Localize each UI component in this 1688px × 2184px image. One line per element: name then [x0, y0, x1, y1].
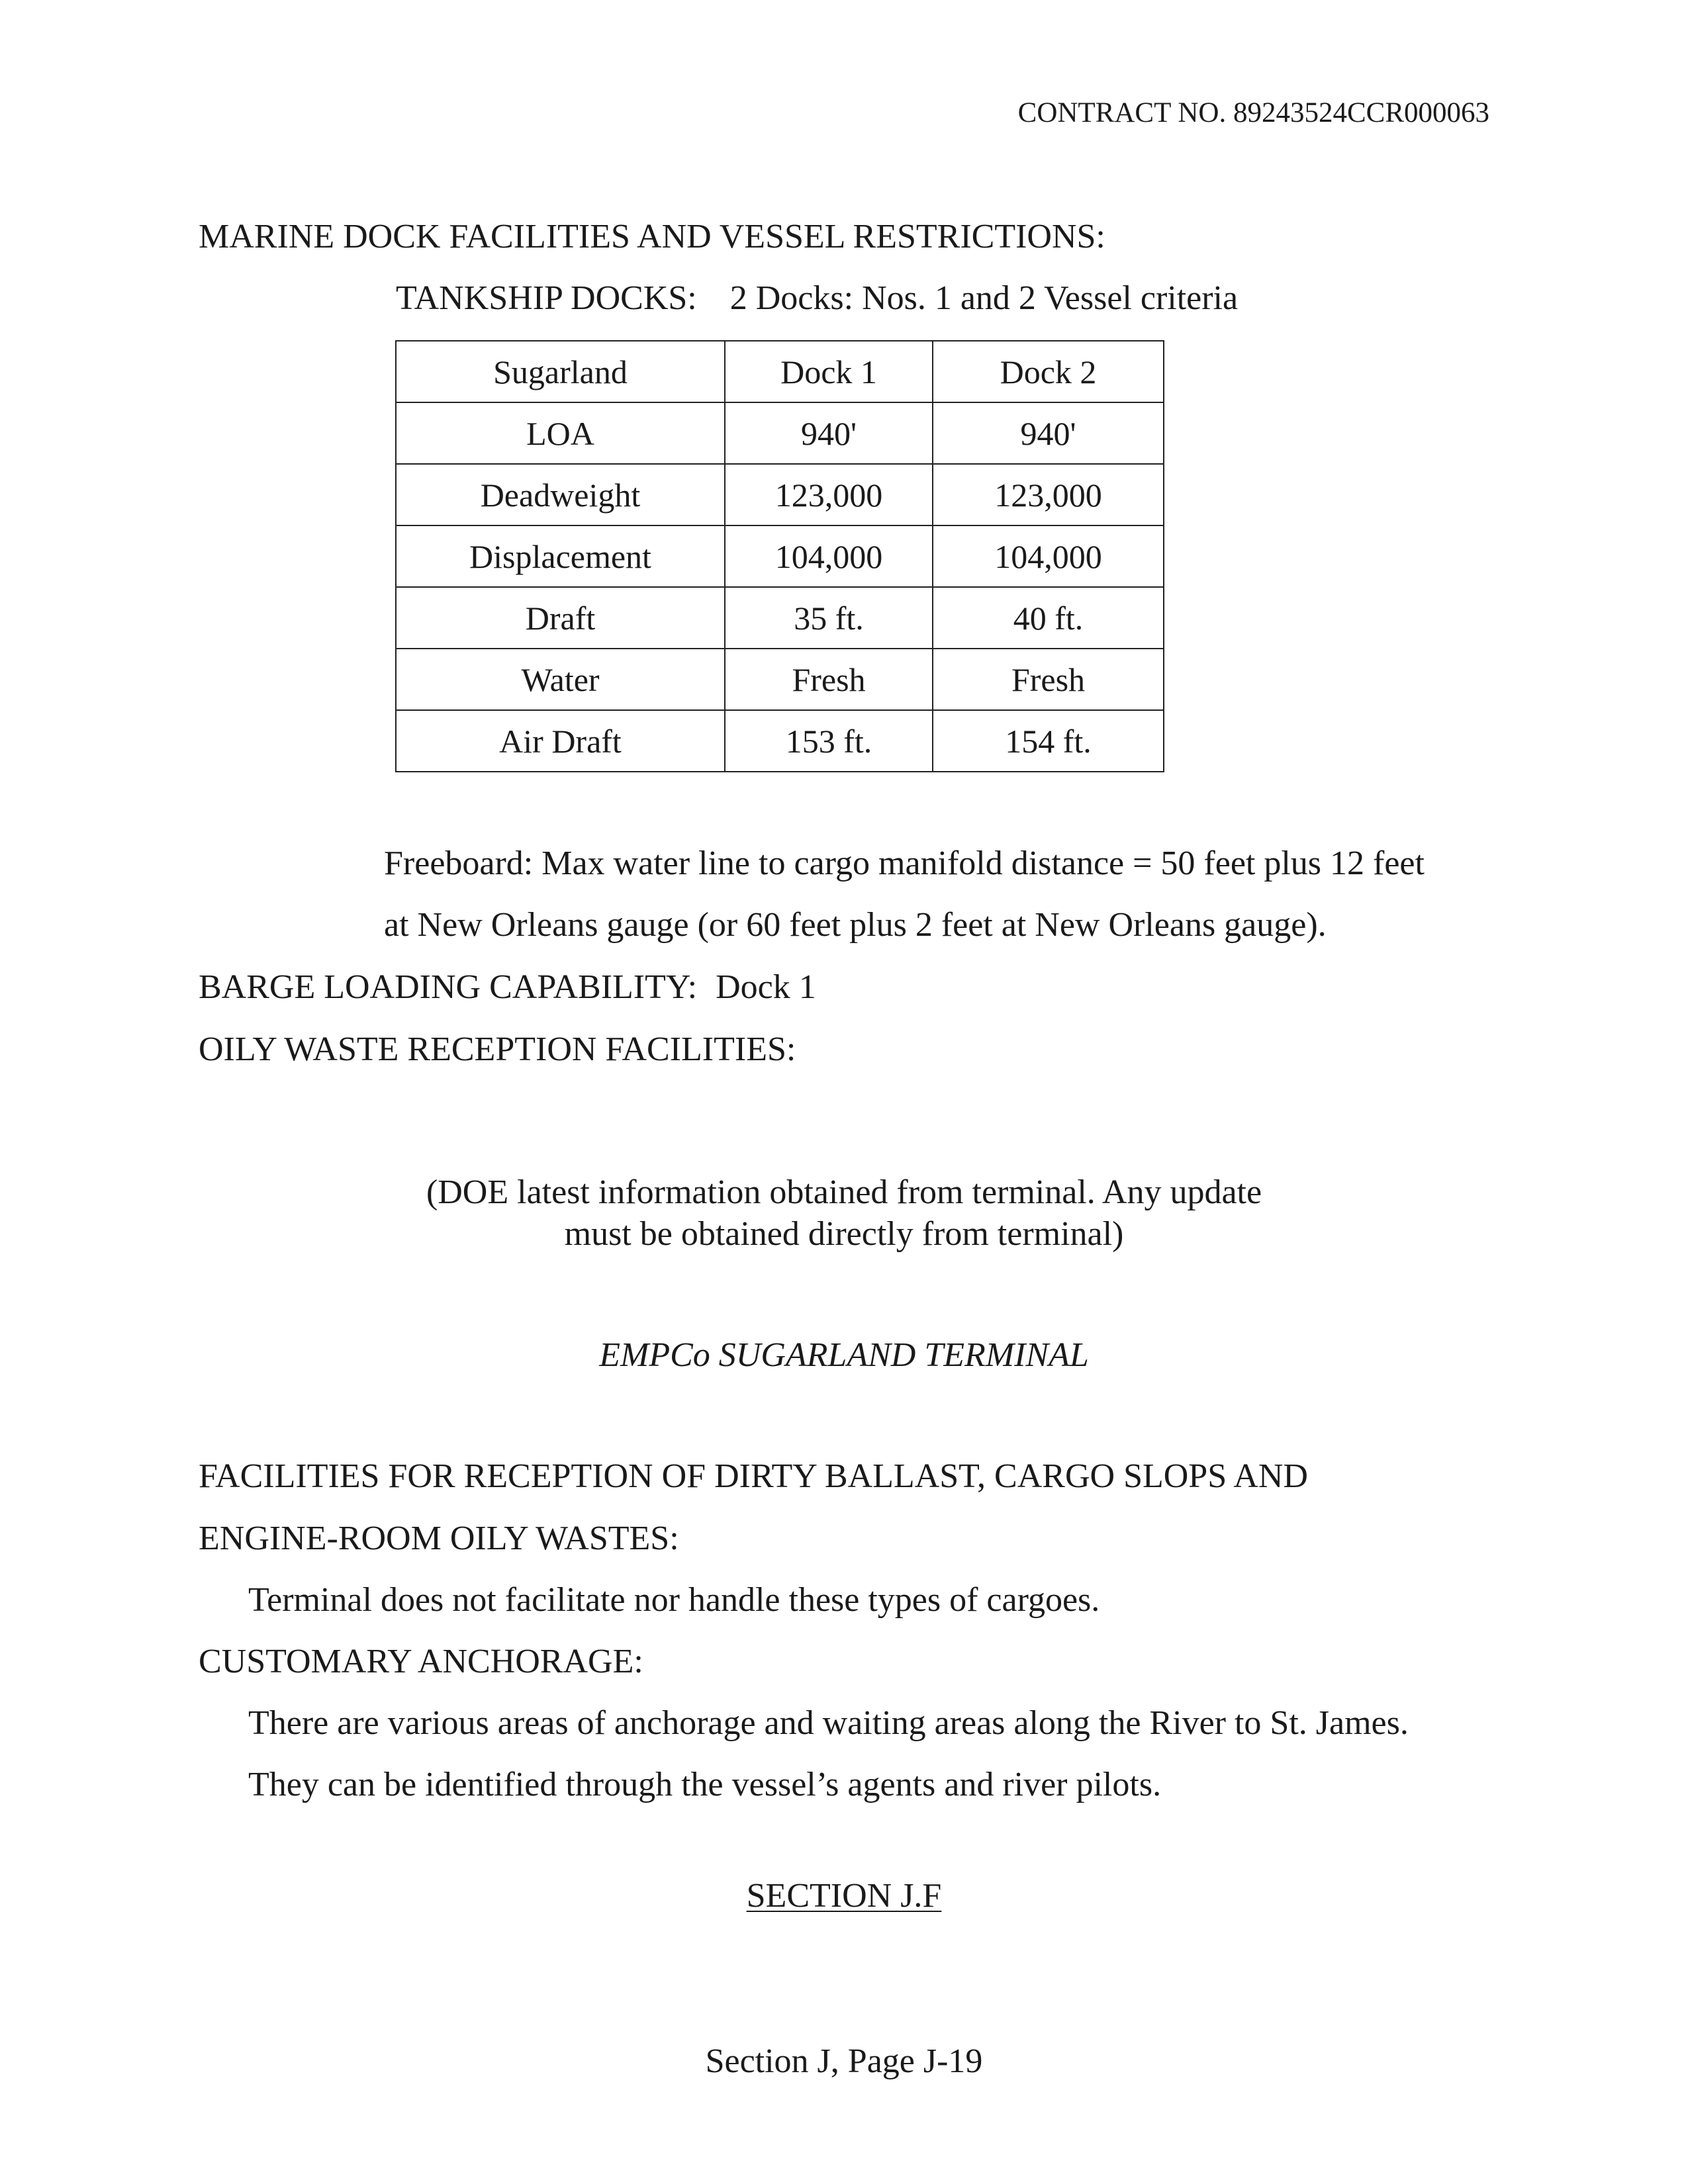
facilities-heading-line-1: FACILITIES FOR RECEPTION OF DIRTY BALLAST, CARGO SLOPS AND: [199, 1457, 1308, 1495]
doe-note-line-1: (DOE latest information obtained from terminal. Any update: [426, 1173, 1262, 1211]
table-cell: Draft: [396, 587, 725, 649]
contract-number: CONTRACT NO. 89243524CCR000063: [1017, 97, 1489, 128]
tankship-docks-line: [396, 279, 1238, 318]
table-cell: 123,000: [933, 464, 1164, 525]
section-title: [0, 1876, 1688, 1916]
page-footer: Section J, Page J-19: [705, 2042, 983, 2080]
table-row: [396, 525, 1164, 587]
table-header-cell: Sugarland: [396, 341, 725, 402]
table-header-cell: Dock 1: [725, 341, 933, 402]
table-row: [396, 402, 1164, 464]
table-cell: 104,000: [933, 525, 1164, 587]
tankship-docks-label: TANKSHIP DOCKS:: [396, 279, 697, 317]
table-row: [396, 587, 1164, 649]
barge-loading-label: BARGE LOADING CAPABILITY:: [199, 968, 698, 1006]
anchorage-text-line-2: They can be identified through the vessel’s agents and river pilots.: [248, 1766, 1162, 1803]
table-cell: 104,000: [725, 525, 933, 587]
table-cell: 153 ft.: [725, 710, 933, 772]
table-cell: Fresh: [933, 649, 1164, 710]
terminal-name: EMPCo SUGARLAND TERMINAL: [599, 1336, 1089, 1374]
freeboard-line-2: at New Orleans gauge (or 60 feet plus 2 feet at New Orleans gauge).: [384, 906, 1327, 944]
anchorage-heading: CUSTOMARY ANCHORAGE:: [199, 1643, 643, 1680]
table-row: [396, 710, 1164, 772]
table-header-cell: Dock 2: [933, 341, 1164, 402]
table-cell: Water: [396, 649, 725, 710]
table-cell: 940': [933, 402, 1164, 464]
facilities-text: Terminal does not facilitate nor handle these types of cargoes.: [248, 1581, 1100, 1619]
oily-waste-heading: OILY WASTE RECEPTION FACILITIES:: [199, 1030, 796, 1068]
anchorage-text-line-1: There are various areas of anchorage and waiting areas along the River to St. James.: [248, 1704, 1409, 1742]
table-cell: 154 ft.: [933, 710, 1164, 772]
doe-note-line-2: must be obtained directly from terminal): [564, 1215, 1124, 1253]
tankship-docks-value: 2 Docks: Nos. 1 and 2 Vessel criteria: [729, 279, 1239, 317]
table-cell: Air Draft: [396, 710, 725, 772]
table-cell: LOA: [396, 402, 725, 464]
freeboard-line-1: Freeboard: Max water line to cargo manifold distance = 50 feet plus 12 feet: [384, 844, 1425, 882]
table-cell: 40 ft.: [933, 587, 1164, 649]
barge-loading-line: [199, 968, 816, 1007]
table-row: [396, 649, 1164, 710]
table-cell: Fresh: [725, 649, 933, 710]
barge-loading-value: Dock 1: [716, 968, 816, 1006]
facilities-heading-line-2: ENGINE-ROOM OILY WASTES:: [199, 1520, 679, 1557]
section-title-text: SECTION J.F: [746, 1877, 942, 1915]
marine-dock-heading: MARINE DOCK FACILITIES AND VESSEL RESTRICTIONS:: [199, 218, 1105, 255]
table-cell: 35 ft.: [725, 587, 933, 649]
table-cell: 940': [725, 402, 933, 464]
vessel-criteria-table: [395, 340, 1164, 772]
table-cell: Deadweight: [396, 464, 725, 525]
table-header-row: [396, 341, 1164, 402]
table-row: [396, 464, 1164, 525]
table-cell: 123,000: [725, 464, 933, 525]
table-cell: Displacement: [396, 525, 725, 587]
